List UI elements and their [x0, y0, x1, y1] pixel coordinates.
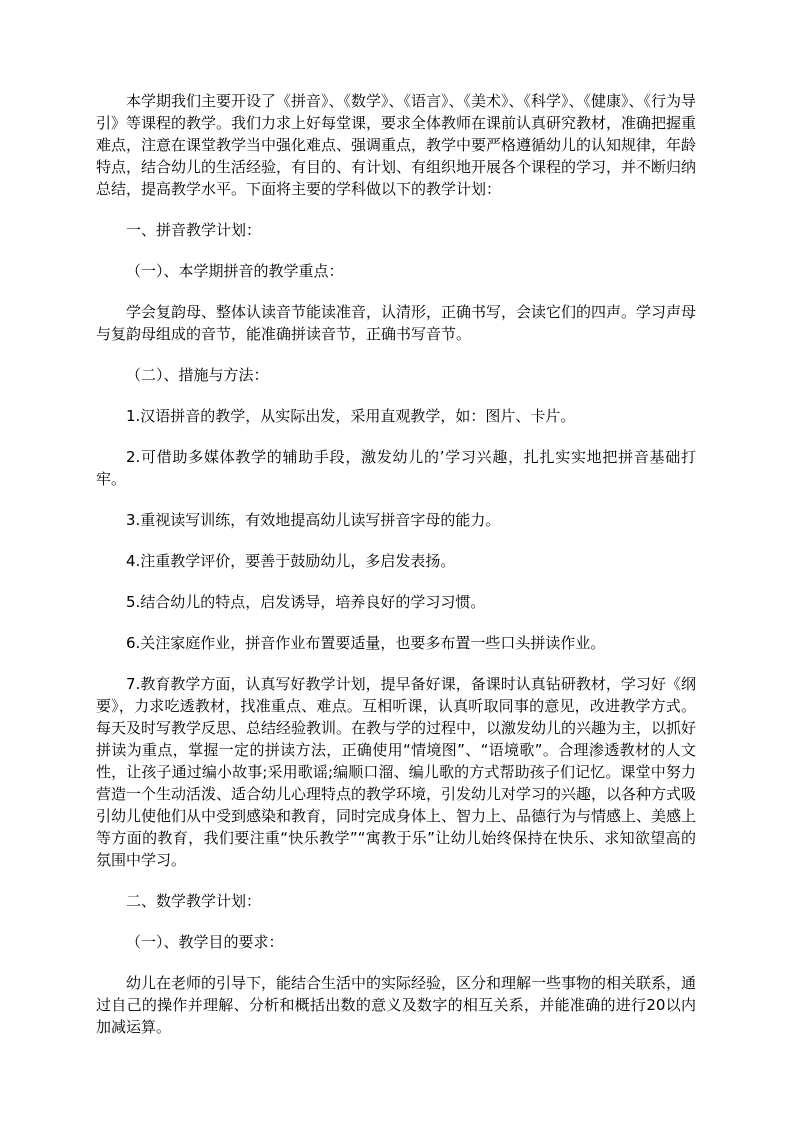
intro-paragraph: 本学期我们主要开设了《拼音》、《数学》、《语言》、《美术》、《科学》、《健康》、《行为导引》等课程的教学。我们力求上好每堂课，要求全体教师在课前认真研究教材，准确把握重难点，注意在课堂教学当中强化难点、强调重点，教学中要严格遵循幼儿的认知规律，年龄特点，结合幼儿的生活经验，有目的、有计划、有组织地开展各个课程的学习，并不断归纳总结，提高教学水平。下面将主要的学科做以下的教学计划： — [96, 92, 697, 198]
list-item: 4.注重教学评价，要善于鼓励幼儿，多启发表扬。 — [126, 552, 456, 570]
math-goals-paragraph: 幼儿在老师的引导下，能结合生活中的实际经验，区分和理解一些事物的相关联系，通过自己的操作并理解、分析和概括出数的意义及数字的相互关系，并能准确的进行20以内加减运算。 — [96, 974, 697, 1036]
list-item: 6.关注家庭作业，拼音作业布置要适量，也要多布置一些口头拼读作业。 — [126, 634, 606, 652]
subheading-pinyin-methods: （二）、措施与方法： — [126, 366, 269, 384]
list-item: 2.可借助多媒体教学的辅助手段，激发幼儿的’学习兴趣，扎扎实实地把拼音基础打牢。 — [96, 448, 696, 488]
subheading-pinyin-focus: （一）、本学期拼音的教学重点： — [126, 262, 344, 280]
list-item: 3.重视读写训练，有效地提高幼儿读写拼音字母的能力。 — [126, 511, 501, 529]
pinyin-focus-paragraph: 学会复韵母、整体认读音节能读准音，认清形，正确书写，会读它们的四声。学习声母与复韵母组成的音节，能准确拼读音节，正确书写音节。 — [96, 303, 697, 343]
subheading-math-goals: （一）、教学目的要求： — [126, 933, 284, 951]
document-page — [96, 90, 696, 1038]
section-heading-pinyin: 一、拼音教学计划： — [126, 221, 262, 239]
list-item: 1.汉语拼音的教学，从实际出发，采用直观教学，如：图片、卡片。 — [126, 407, 576, 425]
list-item: 7.教育教学方面，认真写好教学计划，提早备好课，备课时认真钻研教材，学习好《纲要》，力求吃透教材，找准重点、难点。互相听课，认真听取同事的意见，改进教学方式。每天及时写教学反思、总结经验教训。在教与学的过程中，以激发幼儿的兴趣为主，以抓好拼读为重点，掌握一定的拼读方法，正确使用“情境图”、“语境歌”。合理渗透教材的人文性，让孩子通过编小故事;采用歌谣;编顺口溜、编儿歌的方式帮助孩子们记忆。课堂中努力营造一个生动活泼、适合幼儿心理特点的教学环境，引发幼儿对学习的兴趣，以各种方式吸引幼儿使他们从中受到感染和教育，同时完成身体上、智力上、品德行为与情感上、美感上等方面的教育，我们要注重“快乐教学”“寓教于乐”让幼儿始终保持在快乐、求知欲望高的氛围中学习。 — [96, 675, 697, 869]
section-heading-math: 二、数学教学计划： — [126, 892, 262, 910]
list-item: 5.结合幼儿的特点，启发诱导，培养良好的学习习惯。 — [126, 593, 486, 611]
